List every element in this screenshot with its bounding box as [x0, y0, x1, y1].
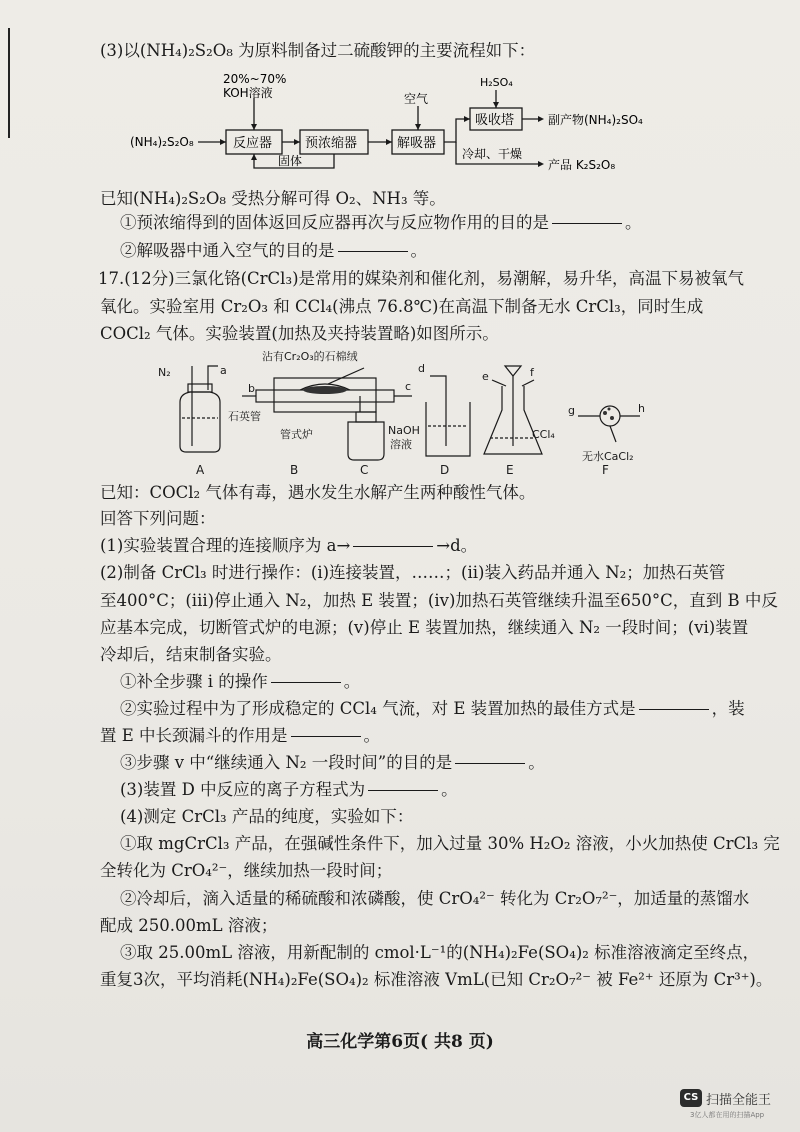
q17-sub4: (4)测定 CrCl₃ 产品的纯度，实验如下：: [120, 807, 414, 826]
q17-intro-line1: 17.(12分)三氯化铬(CrCl₃)是常用的媒染剂和催化剂，易潮解，易升华，高温下易被氧气: [98, 269, 745, 288]
q17-sub4-step1-a: ①取 mgCrCl₃ 产品，在强碱性条件下，加入过量 30% H₂O₂ 溶液，小火加热使 CrCl₃ 完: [120, 834, 780, 853]
byproduct-label: 副产物(NH₄)₂SO₄: [548, 113, 643, 127]
q17-sub2-q1: ①补全步骤 i 的操作 。: [120, 672, 361, 691]
q16-question-2: ②解吸器中通入空气的目的是 。: [120, 241, 427, 260]
flow-start-label: (NH₄)₂S₂O₈: [130, 135, 194, 149]
q17-sub4-step1-b: 全转化为 CrO₄²⁻，继续加热一段时间；: [100, 861, 393, 880]
answer-blank[interactable]: [353, 546, 433, 547]
answer-blank[interactable]: [338, 251, 408, 252]
cool-dry-label: 冷却、干燥: [462, 147, 523, 161]
apparatus-C-label: C: [360, 463, 369, 477]
q16-known: 已知(NH₄)₂S₂O₈ 受热分解可得 O₂、NH₃ 等。: [100, 189, 446, 208]
port-b-label: b: [248, 382, 255, 395]
tube-furnace-label: 管式炉: [280, 428, 313, 441]
apparatus-E-label: E: [506, 463, 514, 477]
air-input-label: 空气: [404, 92, 429, 106]
q17-sub2-line2: 至400°C；(iii)停止通入 N₂，加热 E 装置；(iv)加热石英管继续升温至650°C，直到 B 中反: [100, 591, 778, 610]
answer-blank[interactable]: [368, 790, 438, 791]
n2-inlet-label: N₂: [158, 366, 171, 379]
answer-blank[interactable]: [552, 223, 622, 224]
camscanner-logo-icon: CS: [680, 1089, 702, 1107]
cacl2-label: 无水CaCl₂: [582, 450, 634, 463]
q16-question-1: ①预浓缩得到的固体返回反应器再次与反应物作用的目的是 。: [120, 213, 642, 232]
q17-sub4-step2-b: 配成 250.00mL 溶液；: [100, 916, 278, 935]
flow-koh-line2: KOH溶液: [223, 86, 273, 100]
port-d-label: d: [418, 362, 425, 375]
q17-sub2-line1: (2)制备 CrCl₃ 时进行操作：(i)连接装置，……；(ii)装入药品并通入 N₂；加热石英管: [100, 563, 726, 582]
concentrator-box-label: 预浓缩器: [305, 136, 358, 151]
flow-koh-line1: 20%~70%: [223, 72, 287, 86]
apparatus-D-label: D: [440, 463, 450, 477]
port-f-label: f: [530, 366, 534, 379]
q17-sub4-step3-a: ③取 25.00mL 溶液，用新配制的 cmol·L⁻¹的(NH₄)₂Fe(SO₄)₂ 标准溶液滴定至终点，: [120, 943, 760, 962]
absorber-box-label: 吸收塔: [475, 113, 515, 128]
naoh-label-line1: NaOH: [388, 424, 420, 437]
solid-return-label: 固体: [278, 154, 303, 168]
q17-sub4-step3-b: 重复3次，平均消耗(NH₄)₂Fe(SO₄)₂ 标准溶液 VmL(已知 Cr₂O₇²⁻ 被 Fe²⁺ 还原为 Cr³⁺)。: [100, 970, 773, 989]
product-label: 产品 K₂S₂O₈: [548, 158, 616, 172]
process-flow-diagram: [130, 68, 730, 180]
answer-blank[interactable]: [639, 709, 709, 710]
answer-blank[interactable]: [271, 682, 341, 683]
q17-intro-line3: COCl₂ 气体。实验装置(加热及夹持装置略)如图所示。: [100, 324, 499, 343]
quartz-tube-label: 石英管: [228, 410, 261, 423]
answer-blank[interactable]: [455, 763, 525, 764]
asbestos-label: 沾有Cr₂O₃的石棉绒: [262, 350, 358, 363]
naoh-label-line2: 溶液: [390, 438, 412, 451]
h2so4-input-label: H₂SO₄: [480, 76, 513, 89]
apparatus-F-label: F: [602, 463, 609, 477]
reactor-box-label: 反应器: [233, 136, 273, 151]
q17-sub2-q3: ③步骤 v 中“继续通入 N₂ 一段时间”的目的是 。: [120, 753, 545, 772]
q17-sub3: (3)装置 D 中反应的离子方程式为 。: [120, 780, 458, 799]
port-h-label: h: [638, 402, 645, 415]
apparatus-B-label: B: [290, 463, 299, 477]
q17-intro-line2: 氧化。实验室用 Cr₂O₃ 和 CCl₄(沸点 76.8℃)在高温下制备无水 CrCl₃，同时生成: [100, 297, 704, 316]
apparatus-diagram: [150, 346, 670, 486]
desorber-box-label: 解吸器: [397, 136, 437, 151]
port-g-label: g: [568, 404, 575, 417]
answer-blank[interactable]: [291, 736, 361, 737]
watermark-brand: 扫描全能王: [706, 1093, 772, 1108]
port-e-label: e: [482, 370, 489, 383]
page-footer: 高三化学第6页( 共8 页): [306, 1032, 494, 1052]
watermark-slogan: 3亿人都在用的扫描App: [690, 1111, 765, 1119]
q17-sub2-line3: 应基本完成，切断管式炉的电源；(v)停止 E 装置加热，继续通入 N₂ 一段时间；(vi)装置: [100, 618, 749, 637]
q17-sub2-q2: ②实验过程中为了形成稳定的 CCl₄ 气流，对 E 装置加热的最佳方式是 ，装: [120, 699, 745, 718]
q17-answer-prompt: 回答下列问题：: [100, 509, 216, 528]
q17-sub2-q2-cont: 置 E 中长颈漏斗的作用是 。: [100, 726, 381, 745]
q17-sub1: (1)实验装置合理的连接顺序为 a→ →d。: [100, 536, 478, 555]
q17-sub4-step2-a: ②冷却后，滴入适量的稀硫酸和浓磷酸，使 CrO₄²⁻ 转化为 Cr₂O₇²⁻，加适量的蒸馏水: [120, 889, 750, 908]
ccl4-label: CCl₄: [532, 428, 555, 441]
q17-known: 已知：COCl₂ 气体有毒，遇水发生水解产生两种酸性气体。: [100, 483, 536, 502]
scan-edge: [8, 28, 10, 138]
port-a-label: a: [220, 364, 227, 377]
scanner-watermark: [650, 1087, 790, 1127]
q17-sub2-line4: 冷却后，结束制备实验。: [100, 645, 282, 664]
q16-part3-intro: (3)以(NH₄)₂S₂O₈ 为原料制备过二硫酸钾的主要流程如下：: [100, 41, 536, 60]
port-c-label: c: [405, 380, 412, 393]
apparatus-A-label: A: [196, 463, 205, 477]
